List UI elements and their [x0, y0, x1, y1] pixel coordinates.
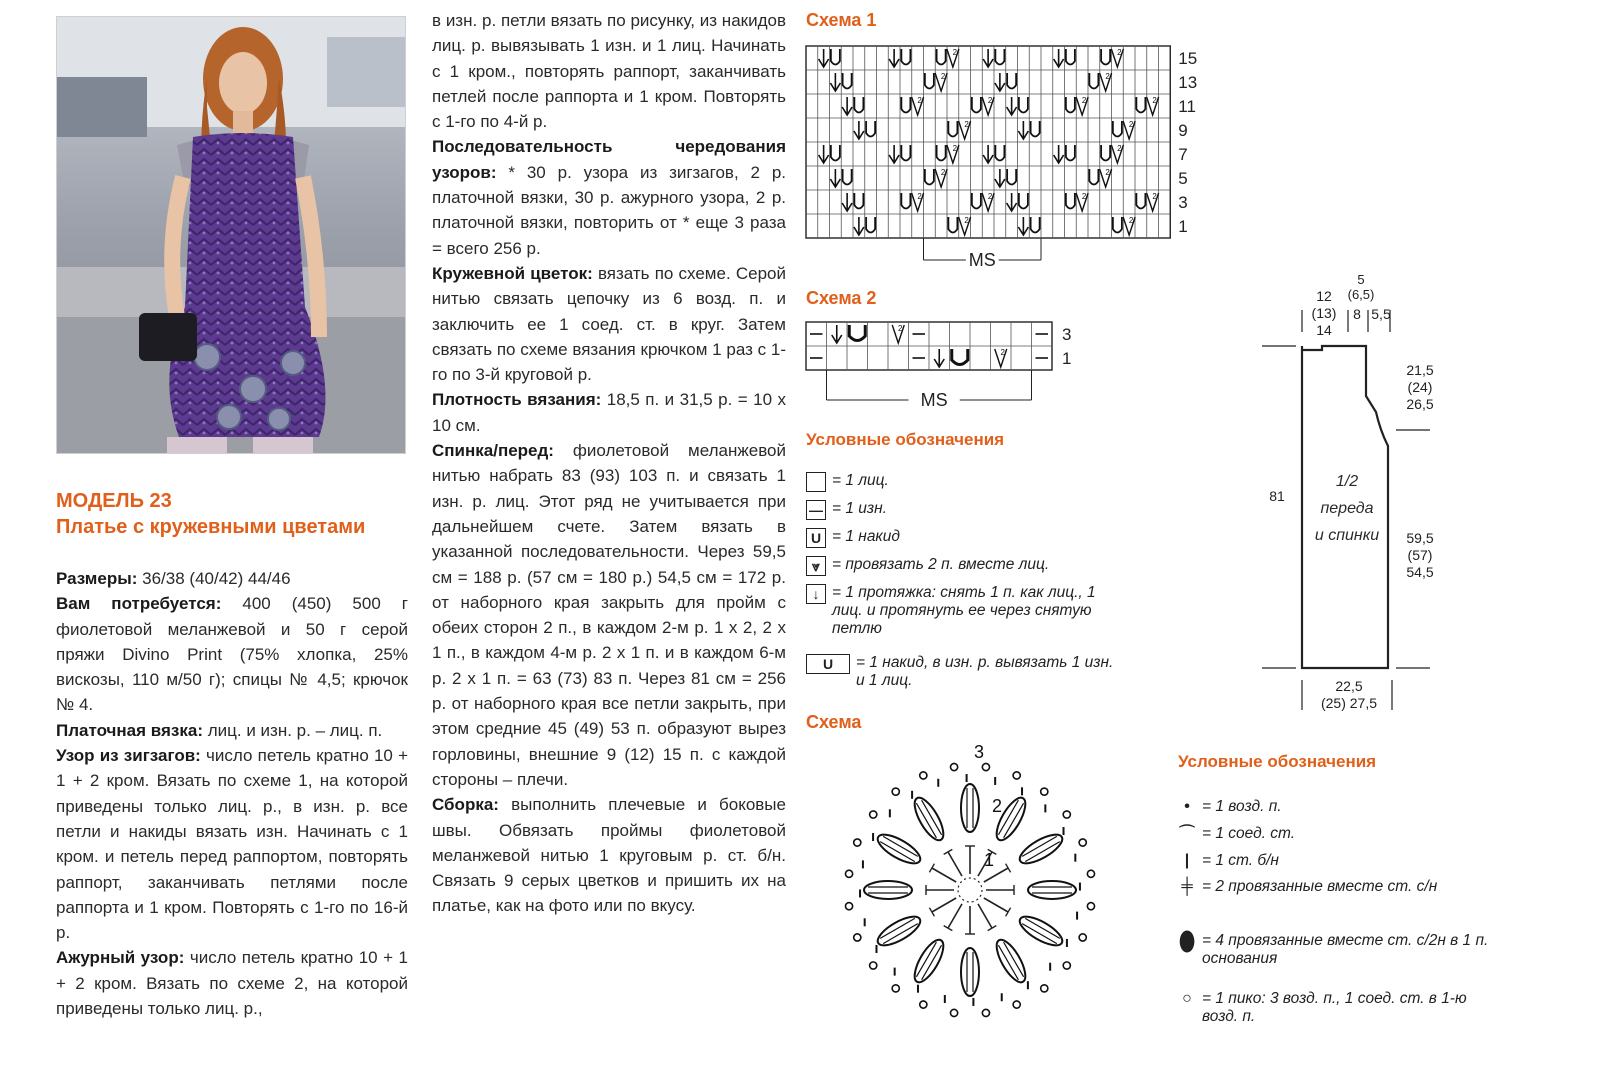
petal-stitch [874, 829, 925, 869]
legend-1 [806, 472, 1146, 702]
picot-stitch [870, 811, 877, 818]
scheme-1-row-label: 11 [1178, 97, 1196, 116]
empty-icon [806, 472, 826, 492]
legend-2-text: = 1 возд. п. [1202, 798, 1282, 815]
dim-shoulder-mid: 8 [1353, 306, 1361, 322]
petal-stitch [909, 936, 949, 987]
svg-text:2: 2 [964, 120, 969, 129]
stockinette-paragraph [56, 718, 408, 743]
svg-text:2: 2 [1081, 96, 1087, 105]
picot-stitch [854, 934, 861, 941]
svg-text:2: 2 [1000, 348, 1005, 357]
sc-icon: | [1184, 852, 1190, 869]
picot-stitch [1041, 788, 1048, 795]
scheme-1-title: Схема 1 [806, 10, 877, 30]
picot-stitch [1079, 839, 1086, 846]
round-1-stitch [932, 868, 956, 882]
scheme-1-row-label: 3 [1178, 193, 1188, 212]
svg-text:2: 2 [1105, 168, 1110, 177]
scheme-2-title: Схема 2 [806, 288, 877, 308]
picot-stitch [1087, 903, 1094, 910]
petal-stitch [909, 794, 949, 845]
dash-icon: — [806, 500, 826, 520]
zigzag-paragraph [56, 743, 408, 945]
legend-2-text: = 4 провязанные вместе ст. с/2н в 1 п. основания [1202, 932, 1489, 967]
legend-2-item-sc [1178, 852, 1502, 870]
dress-photo-illustration [57, 17, 405, 453]
picot-stitch [845, 870, 852, 877]
legend-2-item-tr4tog [1178, 926, 1502, 968]
round-1-stitch-bar [1006, 908, 1011, 917]
svg-text:2: 2 [917, 96, 922, 105]
round-1-stitch-bar [1006, 864, 1011, 873]
sequence-paragraph [432, 134, 786, 260]
dim-shoulder-right: 5,5 [1371, 306, 1391, 322]
materials-paragraph [56, 591, 408, 717]
round-1-stitch-bar [929, 908, 934, 917]
picot-stitch [1063, 962, 1070, 969]
svg-text:2: 2 [940, 168, 946, 177]
picot-stitch [920, 1001, 927, 1008]
back-front-text: фиолетовой меланжевой нитью набрать 83 (93) 103 п. и связать 1 изн. р. лиц. Этот ряд не учитывается при дальнейшем счете. Затем вязать в указанной последовательности. Через 59,5 см = 188 р. (57 см = 180 р.) 54,5 см = 172 р. от наборного края закрыть для пройм с обеих сторон 2 п., в каждом 2-м р. 1 х 2, 2 х 1 п., в каждом 4-м р. 2 х 1 п. и в каждом 6-м р. 2 х 1 п. = 63 (73) 83 п. Через 81 см = 256 р. от наборного края все петли закрыть, при этом средние 45 (49) 53 п. образуют вырез горловины, внешние 9 (12) 15 п. с каждой стороны – плечи. [432, 441, 786, 789]
scheme-1-row-label: 7 [1178, 145, 1188, 164]
petal-stitch [961, 784, 979, 832]
picot-stitch [892, 985, 899, 992]
scheme-2-repeat-label: MS [920, 390, 948, 410]
instructions-column-1 [56, 566, 408, 1021]
scheme-2-row-label: 1 [1062, 349, 1072, 368]
round-1-stitch [948, 904, 962, 928]
picot-stitch [1013, 772, 1020, 779]
model-photo [56, 16, 406, 454]
lace-paragraph [56, 945, 408, 1021]
svg-text:2: 2 [964, 216, 969, 225]
round-1-stitch-bar [944, 926, 953, 931]
dim-neck: 12 (13) 14 [1311, 288, 1337, 338]
scheme-1-chart [800, 40, 1198, 280]
assembly-text: выполнить плечевые и боковые швы. Обвязать проймы фиолетовой меланжевой нитью 1 круговым р. ст. б/н. Связать 9 серых цветков и пришить их на платье, как на фото или по вкусу. [432, 795, 786, 916]
svg-text:2: 2 [952, 48, 958, 57]
svg-text:2: 2 [1117, 144, 1122, 153]
sequence-label: Последовательность чередования узоров: [432, 137, 786, 182]
picot-stitch [1013, 1001, 1020, 1008]
crochet-flower-chart [820, 738, 1120, 1042]
dim-width: 22,5 (25) 27,5 [1320, 678, 1378, 711]
zigzag-label: Узор из зигзагов: [56, 746, 201, 766]
sequence-text: * 30 р. узора из зигзагов, 2 р. платочной вязки, 30 р. ажурного узора, 2 р. платочной вязки, повторить от * еще 3 раза = всего 256 р. [432, 162, 786, 258]
picot-stitch [1087, 870, 1094, 877]
svg-text:2: 2 [1128, 120, 1134, 129]
legend-1-title: Условные обозначения [806, 430, 1005, 449]
picot-stitch [1041, 985, 1048, 992]
scheme-1-row-label: 9 [1178, 121, 1188, 140]
legend-2-item-ch [1178, 798, 1502, 816]
lace-continued-paragraph: в изн. р. петли вязать по рисунку, из накидов лиц. р. вывязывать 1 изн. и 1 лиц. Начинать с 1 кром., повторять раппорт, заканчивать петлей после раппорта и 1 кром. Повторять с 1-го по 4-й р. [432, 11, 786, 132]
picot-stitch [854, 839, 861, 846]
ch-icon: • [1184, 798, 1190, 815]
model-number: МОДЕЛЬ 23 [56, 490, 172, 512]
legend-2-item-dc2tog [1178, 878, 1502, 896]
dc2tog-icon: ╪ [1181, 878, 1193, 895]
petal-stitch [1016, 911, 1067, 951]
scheme-1-repeat-label: MS [968, 250, 996, 270]
picot-stitch [982, 1009, 989, 1016]
legend-1-text: = 1 изн. [832, 500, 887, 517]
gauge-label: Плотность вязания: [432, 390, 602, 410]
svg-text:2: 2 [917, 192, 922, 201]
round-1-stitch-bar [929, 864, 934, 873]
legend-1-text: = 1 накид, в изн. р. вывязать 1 изн. и 1 лиц. [856, 654, 1114, 689]
flower-paragraph [432, 261, 786, 387]
picot-stitch [845, 903, 852, 910]
legend-1-text: = провязать 2 п. вместе лиц. [832, 556, 1050, 573]
round-label: 2 [992, 796, 1003, 816]
petal-stitch [1016, 829, 1067, 869]
flower-text: вязать по схеме. Серой нитью связать цепочку из 6 возд. п. и заключить ее 1 соед. ст. в круг. Затем связать по схеме вязания крючком 1 раз с 1-го по 3-й круговой р. [432, 263, 786, 385]
round-label: 1 [984, 850, 995, 870]
svg-text:2: 2 [1117, 48, 1122, 57]
model-name: Платье с кружевными цветами [56, 516, 366, 538]
scheme-1-row-label: 13 [1178, 73, 1198, 92]
svg-text:2: 2 [940, 72, 946, 81]
lace-label: Ажурный узор: [56, 948, 185, 968]
instructions-column-2 [432, 8, 786, 919]
zigzag-text: число петель кратно 10 + 1 + 2 кром. Вязать по схеме 1, на которой приведены только лиц. р., в изн. р. все петли и накиды вязать изн. Начинать с 1 кром. и петель перед раппортом, повторять раппорт, заканчивать петлями после раппорта и 1 кром. Повторять с 1-го по 16-й р. [56, 746, 409, 943]
picot-stitch [892, 788, 899, 795]
legend-2-text: = 1 соед. ст. [1202, 825, 1296, 842]
gauge-text: 18,5 п. и 31,5 р. = 10 х 10 см. [432, 390, 786, 435]
picot-stitch [1063, 811, 1070, 818]
crochet-chart-title: Схема [806, 712, 862, 732]
k2tog-icon: ⩔ [806, 556, 826, 576]
assembly-paragraph [432, 792, 786, 918]
round-1-stitch [932, 898, 956, 912]
big-yo-icon: U [806, 654, 850, 674]
round-1-stitch [948, 852, 962, 876]
assembly-label: Сборка: [432, 795, 499, 815]
round-1-stitch [978, 904, 992, 928]
picot-icon: ○ [1182, 990, 1192, 1007]
svg-text:2: 2 [987, 192, 993, 201]
materials-label: Вам потребуется: [56, 594, 222, 614]
back-front-label: Спинка/перед: [432, 441, 554, 461]
legend-1-text: = 1 протяжка: снять 1 п. как лиц., 1 лиц. и протянуть ее через снятую петлю [832, 584, 1096, 637]
flower-label: Кружевной цветок: [432, 263, 593, 283]
round-1-stitch [984, 898, 1008, 912]
sizes-text: 36/38 (40/42) 44/46 [142, 569, 291, 588]
petal-stitch [864, 881, 912, 899]
svg-text:2: 2 [898, 324, 903, 333]
legend-2-item-picot [1178, 990, 1502, 1026]
svg-text:2: 2 [1081, 192, 1087, 201]
scheme-1-row-label: 1 [1178, 217, 1188, 236]
dim-shoulder-top: 5 (6,5) [1347, 272, 1375, 302]
round-1-stitch-bar [944, 849, 953, 854]
scheme-2-chart [800, 316, 1100, 412]
round-1-stitch-bar [988, 926, 997, 931]
legend-1-text: = 1 накид [832, 528, 900, 545]
legend-1-item-yo [806, 528, 1122, 548]
petal-stitch [874, 911, 925, 951]
svg-text:2: 2 [952, 144, 958, 153]
svg-text:2: 2 [1152, 96, 1157, 105]
picot-stitch [870, 962, 877, 969]
skp-icon: ↓ [806, 584, 826, 604]
materials-text: 400 (450) 500 г фиолетовой меланжевой и 50 г серой пряжи Divino Print (75% хлопка, 25% вискозы, 110 м/50 г); спицы № 4,5; крючок № 4. [56, 594, 408, 715]
legend-2-title: Условные обозначения [1178, 752, 1377, 771]
picot-stitch [950, 1009, 957, 1016]
back-front-paragraph [432, 438, 786, 792]
legend-1-item-dash [806, 500, 1122, 520]
petal-stitch [961, 948, 979, 996]
legend-1-item-skp [806, 584, 1122, 638]
legend-2-item-slst [1178, 825, 1502, 843]
legend-2 [1178, 798, 1558, 1048]
scheme-1-row-label: 5 [1178, 169, 1188, 188]
svg-text:2: 2 [987, 96, 993, 105]
petal-stitch [1028, 881, 1076, 899]
dim-height: 81 [1269, 488, 1285, 504]
round-label: 3 [974, 742, 985, 762]
legend-1-item-big-yo [806, 654, 1126, 690]
lace-text: число петель кратно 10 + 1 + 2 кром. Вязать по схеме 2, на которой приведены только лиц. р., [56, 948, 408, 1019]
picot-stitch [982, 763, 989, 770]
stockinette-text: лиц. и изн. р. – лиц. п. [207, 720, 383, 740]
scheme-2-row-label: 3 [1062, 325, 1072, 344]
sizes-paragraph [56, 566, 408, 591]
petal-stitch [991, 936, 1031, 987]
scheme-1-row-label: 15 [1178, 49, 1198, 68]
svg-text:2: 2 [1128, 216, 1134, 225]
round-1-stitch [984, 868, 1008, 882]
stockinette-label: Платочная вязка: [56, 720, 203, 740]
center-ring [958, 878, 982, 902]
yo-icon: U [806, 528, 826, 548]
picot-stitch [1079, 934, 1086, 941]
sizes-label: Размеры: [56, 569, 138, 588]
legend-2-text: = 2 провязанные вместе ст. с/н [1202, 878, 1438, 895]
legend-2-text: = 1 пико: 3 возд. п., 1 соед. ст. в 1-ю возд. п. [1202, 990, 1467, 1025]
picot-stitch [950, 763, 957, 770]
picot-stitch [920, 772, 927, 779]
svg-text:2: 2 [1105, 72, 1110, 81]
legend-1-item-k2tog [806, 556, 1122, 576]
legend-1-item-empty [806, 472, 1122, 492]
legend-2-text: = 1 ст. б/н [1202, 852, 1279, 869]
dim-side: 59,5 (57) 54,5 [1406, 530, 1434, 580]
pattern-center-label: 1/2 переда и спинки [1314, 473, 1380, 544]
model-heading [56, 488, 416, 540]
gauge-paragraph [432, 387, 786, 438]
tr4tog-icon: ⬮ [1178, 926, 1196, 956]
legend-1-text: = 1 лиц. [832, 472, 889, 489]
svg-text:2: 2 [1152, 192, 1157, 201]
slst-icon: ⌒ [1178, 825, 1195, 842]
dim-armhole: 21,5 (24) 26,5 [1406, 362, 1434, 412]
